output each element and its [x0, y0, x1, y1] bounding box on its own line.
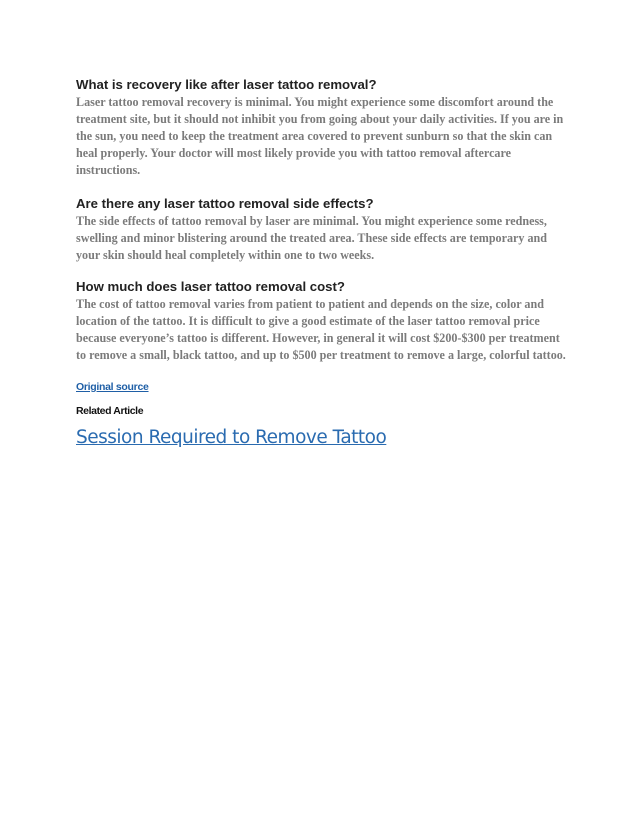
document-page: [76, 76, 566, 450]
question-heading: Are there any laser tattoo removal side effects?: [76, 196, 374, 211]
original-source-link[interactable]: Original source: [76, 381, 149, 393]
faq-section-side-effects: [76, 195, 566, 264]
related-article-label: Related Article: [76, 405, 144, 417]
related-article-link[interactable]: Session Required to Remove Tattoo: [76, 427, 387, 448]
answer-paragraph: Laser tattoo removal recovery is minimal. You might experience some discomfort around the treatment site, but it should not inhibit you from going about your daily activities. If you are in the sun, you need to keep the treatment area covered to prevent sunburn so that the skin can heal properly. Your doctor will most likely provide you with tattoo removal aftercare instructions.: [76, 95, 564, 177]
question-heading: How much does laser tattoo removal cost?: [76, 279, 345, 294]
answer-paragraph: The side effects of tattoo removal by laser are minimal. You might experience some redness, swelling and minor blistering around the treated area. These side effects are temporary and your skin should heal completely within one to two weeks.: [76, 214, 547, 262]
question-heading: What is recovery like after laser tattoo removal?: [76, 77, 377, 92]
faq-section-recovery: [76, 76, 566, 179]
answer-paragraph: The cost of tattoo removal varies from patient to patient and depends on the size, color and location of the tattoo. It is difficult to give a good estimate of the laser tattoo removal price because everyone’s tattoo is different. However, in general it will cost $200-$300 per treatment to remove a small, black tattoo, and up to $500 per treatment to remove a large, colorful tattoo.: [76, 297, 566, 362]
faq-section-cost: [76, 278, 566, 364]
